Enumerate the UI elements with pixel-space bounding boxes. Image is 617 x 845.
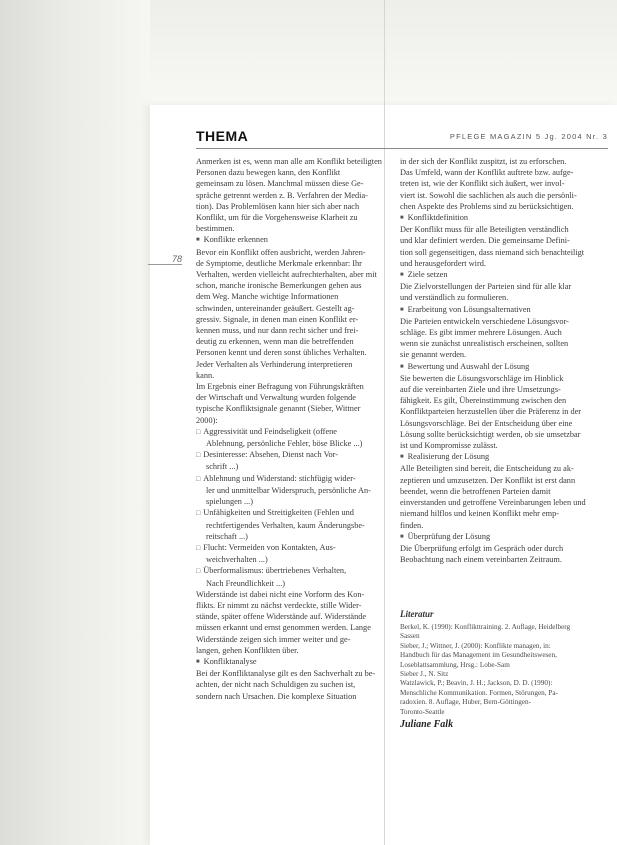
- page-number: 78: [172, 254, 183, 264]
- text-line: schwinden, untereinander geäußert. Gestellt ag-: [196, 303, 355, 313]
- text-line: 2000):: [196, 415, 218, 425]
- subheading: ■ Konfliktdefinition: [400, 212, 604, 224]
- bullet-item: □ Ablehnung und Widerstand: stichfügig wider-: [196, 473, 394, 485]
- literature-entry-line: Loseblattsammlung, Hrsg.: Lobe-Sam: [400, 660, 510, 669]
- text-line: langen, gehen Konflikten über.: [196, 645, 299, 655]
- text-line: Widerstände zeigen sich immer weiter und ge-: [196, 634, 351, 644]
- subheading: ■ Konflikte erkennen: [196, 234, 394, 246]
- bullet-item: □ Unfähigkeiten und Streitigkeiten (Fehlen und: [196, 507, 394, 519]
- page-number-rule: [148, 264, 182, 265]
- text-line: bestimmen.: [196, 224, 235, 234]
- text-line: fähigkeit. Es gilt, Übereinstimmung zwischen den: [400, 396, 567, 406]
- text-line: treten ist, wie der Konflikt sich äußert, wer invol-: [400, 179, 565, 189]
- bullet-continuation: Nach Freundlichkeit ...): [206, 578, 286, 588]
- subheading: ■ Konfliktanalyse: [196, 656, 394, 668]
- text-line: schon, manche ironische Bemerkungen gehen aus: [196, 281, 362, 291]
- text-line: viert ist. Sowohl die sachlichen als auch die persönli-: [400, 190, 577, 200]
- text-line: in der sich der Konflikt zuspitzt, ist zu erforschen.: [400, 157, 567, 166]
- bullet-item: □ Aggressivität und Feindseligkeit (offene: [196, 426, 394, 438]
- text-line: tion). Das Problemlösen kann hier sich aber nach: [196, 201, 360, 211]
- text-line: Die Zielvorstellungen der Parteien sind für alle klar: [400, 282, 572, 292]
- text-line: sondern nach Ursachen. Die komplexe Situation: [196, 691, 357, 701]
- text-line: niemand hilflos und keinen Konflikt mehr emp-: [400, 509, 559, 519]
- text-line: deutig zu erkennen, wenn man die betreffenden: [196, 337, 354, 347]
- bullet-continuation: reitschaft ...): [206, 531, 248, 541]
- text-line: chen Aspekte des Problems sind zu berücksichtigen.: [400, 201, 574, 211]
- author-name: Juliane Falk: [400, 719, 454, 731]
- literature-entry-line: Berkel, K. (1990): Konflikttraining. 2. Auflage, Heidelberg: [400, 623, 571, 631]
- text-line: und klar definiert werden. Die gemeinsame Defini-: [400, 236, 570, 246]
- text-line: Die Parteien entwickeln verschiedene Lösungsvor-: [400, 316, 569, 326]
- bullet-continuation: Ablehnung, persönliche Fehler, böse Blicke ...): [206, 439, 363, 449]
- section-title: THEMA: [196, 128, 249, 144]
- text-line: sie genannt werden.: [400, 350, 467, 360]
- text-line: gressiv. Signale, in denen man einen Konflikt er-: [196, 314, 359, 324]
- text-line: zeptieren und umzusetzen. Der Konflikt ist erst dann: [400, 475, 576, 485]
- text-line: müssen erkannt und ernst genommen werden. Lange: [196, 623, 371, 633]
- text-line: Lösung sollte berücksichtigt werden, ob sie umsetzbar: [400, 429, 581, 439]
- text-line: auf die vereinbarten Ziele und ihre Umsetzungs-: [400, 385, 561, 395]
- text-line: Konfliktparteien herzustellen über die Präferenz in der: [400, 407, 582, 417]
- text-line: Im Ergebnis einer Befragung von Führungskräften: [196, 382, 364, 392]
- text-line: beendet, wenn die betroffenen Parteien damit: [400, 486, 551, 496]
- literature-title: Literatur: [400, 609, 434, 619]
- text-line: Die Überprüfung erfolgt im Gespräch oder durch: [400, 543, 564, 553]
- text-line: spräche getrennt werden z. B. Verfahren der Media-: [196, 190, 368, 200]
- bullet-item: □ Flucht: Vermeiden von Kontakten, Aus-: [196, 542, 394, 554]
- text-line: Das Umfeld, wann der Konflikt auftrete bzw. aufge-: [400, 168, 574, 178]
- text-line: und verständlich zu formulieren.: [400, 293, 509, 303]
- text-line: de Symptome, deutliche Merkmale erkennbar: Ihr: [196, 258, 362, 268]
- text-line: und herausgefordert wird.: [400, 258, 486, 268]
- bullet-continuation: spielungen ...): [206, 497, 254, 507]
- literature-entry-line: Menschliche Kommunikation. Formen, Störungen, Pa-: [400, 688, 558, 697]
- text-line: achten, der nicht nach Schuldigen zu suchen ist,: [196, 680, 356, 690]
- text-line: Personen dazu bewegen kann, den Konflikt: [196, 168, 341, 178]
- text-line: Der Konflikt muss für alle Beteiligten verständlich: [400, 225, 569, 235]
- subheading: ■ Realisierung der Lösung: [400, 451, 604, 463]
- subheading: ■ Ziele setzen: [400, 269, 604, 281]
- scan-background-left: [0, 0, 150, 845]
- text-line: typische Konfliktsignale genannt (Sieber, Wittner: [196, 404, 361, 414]
- subheading: ■ Überprüfung der Lösung: [400, 531, 604, 543]
- text-line: flikts. Er nimmt zu nächst verdeckte, stille Wider-: [196, 600, 362, 610]
- text-line: Widerstände ist dabei nicht eine Vorform des Kon-: [196, 589, 365, 599]
- bullet-item: □ Desinteresse: Absehen, Dienst nach Vor-: [196, 449, 394, 461]
- text-line: gemeinsam zu lösen. Manchmal müssen diese Ge-: [196, 179, 364, 189]
- bullet-item: □ Überformalismus: übertriebenes Verhalten,: [196, 565, 394, 577]
- left-text-column: [196, 156, 394, 702]
- text-line: der Wirtschaft und Verwaltung wurden folgende: [196, 393, 356, 403]
- text-line: kann.: [196, 370, 215, 380]
- text-line: Jeder Verhalten als Verhinderung interpretieren: [196, 359, 353, 369]
- header-rule: [196, 148, 608, 149]
- bullet-continuation: rechtfertigendes Verhalten, kaum Änderungsbe-: [206, 520, 365, 530]
- text-line: ist und Kompromisse zulässt.: [400, 441, 498, 451]
- text-line: Bevor ein Konflikt offen ausbricht, werden Jahren-: [196, 247, 366, 257]
- text-line: Verhalten, werden vielleicht aufrechterhalten, aber mit: [196, 270, 377, 280]
- text-line: Anmerken ist es, wenn man alle am Konflikt beteiligten: [196, 157, 382, 166]
- text-line: wenn sie zunächst unrealistisch erscheinen, sollten: [400, 339, 569, 349]
- text-line: finden.: [400, 520, 424, 530]
- text-line: dem Weg. Manche wichtige Informationen: [196, 292, 339, 302]
- text-line: Bei der Konfliktanalyse gilt es den Sachverhalt zu be-: [196, 669, 376, 679]
- magazine-reference: PFLEGE MAGAZIN 5 Jg. 2004 Nr. 3: [449, 132, 608, 141]
- literature-entry-line: Sieber, J.; Wittner, J. (2000): Konflikte managen, in:: [400, 641, 551, 650]
- subheading: ■ Erarbeitung von Lösungsalternativen: [400, 304, 604, 316]
- text-line: Personen kennt und deren sonst übliches Verhalten.: [196, 348, 367, 358]
- literature-entry-line: Watzlawick, P.; Beavin, J. H.; Jackson, D. D. (1990):: [400, 679, 553, 688]
- literature-entry-line: Sassen: [400, 632, 420, 641]
- text-line: Alle Beteiligten sind bereit, die Entscheidung zu ak-: [400, 464, 574, 474]
- right-text-column: [400, 156, 604, 565]
- literature-entry-line: radoxien. 8. Auflage, Huber, Bern-Göttingen-: [400, 698, 532, 707]
- text-line: Sie bewerten die Lösungsvorschläge im Hinblick: [400, 373, 564, 383]
- text-line: einverstanden und getroffene Vereinbarungen leben und: [400, 498, 586, 508]
- text-line: Lösungsvorschläge. Bei der Entscheidung über eine: [400, 418, 573, 428]
- literature-block: [400, 609, 604, 730]
- subheading: ■ Bewertung und Auswahl der Lösung: [400, 361, 604, 373]
- text-line: Konflikt, um für die Vorgehensweise Klarheit zu: [196, 213, 358, 223]
- literature-entry-line: Handbuch für das Management im Gesundheitswesen,: [400, 651, 557, 660]
- literature-list: [400, 623, 604, 717]
- page-header: [196, 128, 608, 146]
- text-line: tion soll gegenseitigen, dass niemand sich benachteiligt: [400, 247, 585, 257]
- text-line: stände, später offene Widerstände auf. Widerstände: [196, 612, 367, 622]
- bullet-continuation: weichverhalten ...): [206, 555, 268, 565]
- bullet-continuation: schrift ...): [206, 462, 239, 472]
- literature-entry-line: Sieber J., N. Sitz: [400, 670, 449, 679]
- text-line: kennen muss, und nur dann recht sicher und frei-: [196, 326, 359, 336]
- text-line: schläge. Es gibt immer mehrere Lösungen. Auch: [400, 328, 562, 338]
- literature-entry-line: Toronto-Seattle: [400, 707, 445, 716]
- text-line: Beobachtung nach einem vereinbarten Zeitraum.: [400, 555, 562, 565]
- bullet-continuation: ler und unmittelbar Widerspruch, persönliche An-: [206, 485, 371, 495]
